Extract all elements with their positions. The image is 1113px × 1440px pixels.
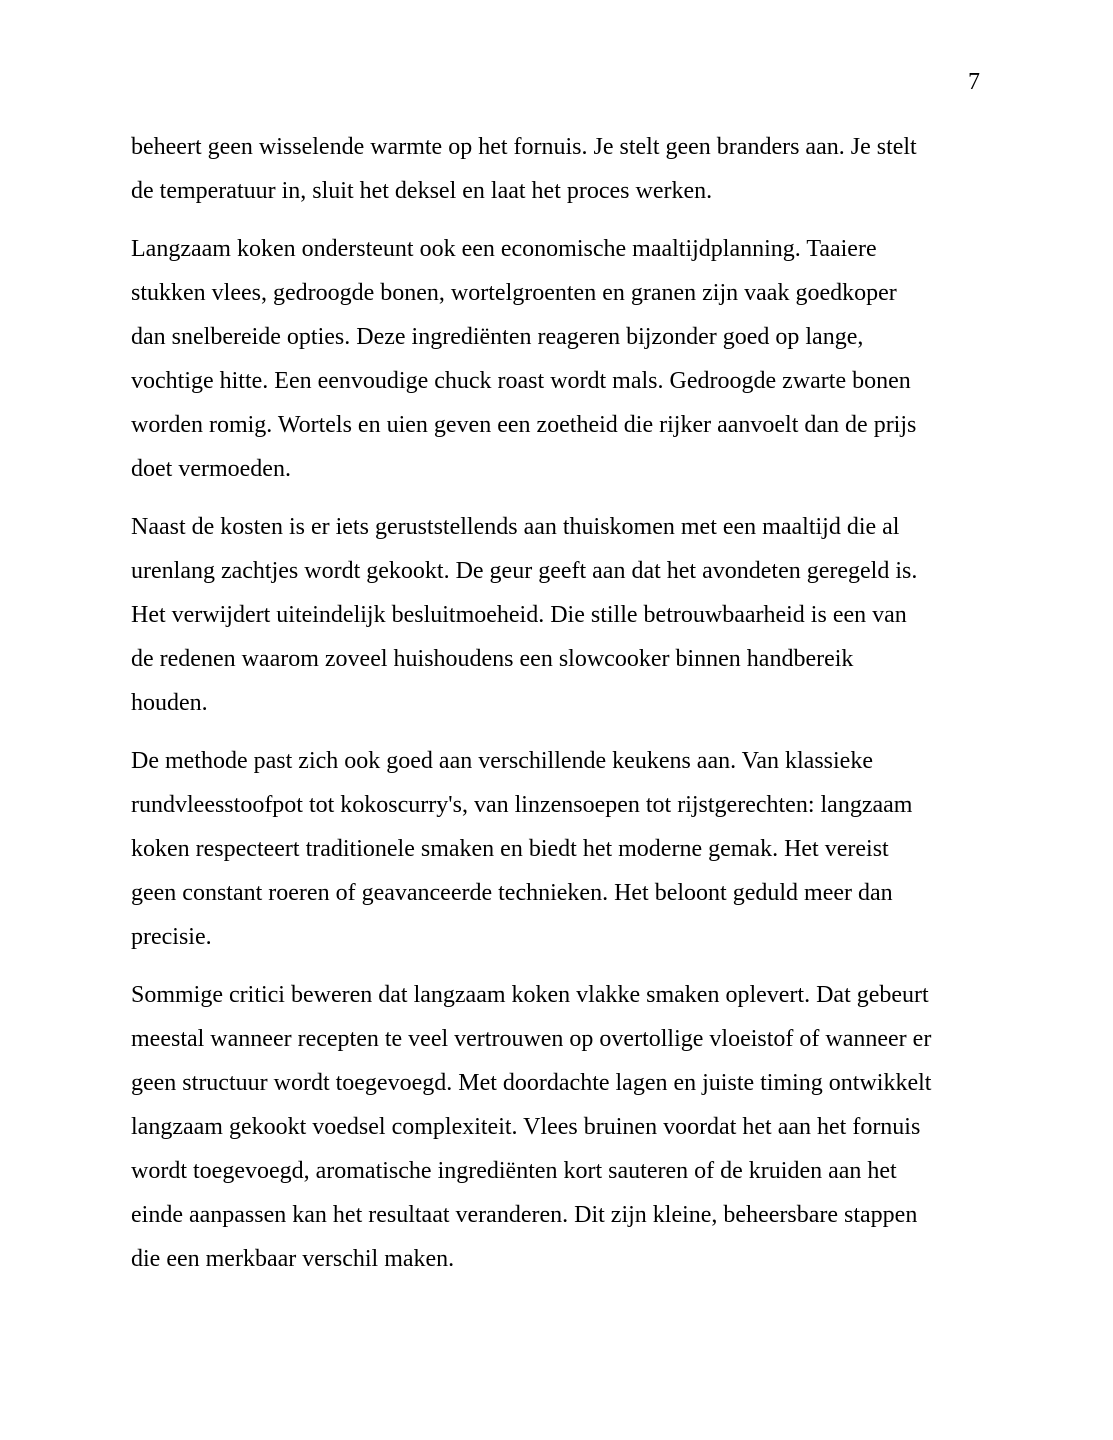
text-line: precisie. bbox=[131, 924, 212, 950]
text-line: doet vermoeden. bbox=[131, 456, 291, 482]
text-line: koken respecteert traditionele smaken en biedt het moderne gemak. Het vereist bbox=[131, 836, 889, 862]
text-line: stukken vlees, gedroogde bonen, wortelgroenten en granen zijn vaak goedkoper bbox=[131, 280, 897, 306]
text-line: de redenen waarom zoveel huishoudens een slowcooker binnen handbereik bbox=[131, 646, 854, 672]
text-line: die een merkbaar verschil maken. bbox=[131, 1246, 455, 1272]
paragraph-5 bbox=[131, 973, 984, 1281]
text-line: de temperatuur in, sluit het deksel en laat het proces werken. bbox=[131, 178, 713, 204]
text-line: einde aanpassen kan het resultaat veranderen. Dit zijn kleine, beheersbare stappen bbox=[131, 1202, 918, 1228]
text-line: houden. bbox=[131, 690, 208, 716]
text-line: geen structuur wordt toegevoegd. Met doordachte lagen en juiste timing ontwikkelt bbox=[131, 1070, 932, 1096]
paragraph-2 bbox=[131, 227, 984, 491]
paragraph-4 bbox=[131, 739, 984, 959]
body-text bbox=[131, 125, 984, 1295]
text-line: vochtige hitte. Een eenvoudige chuck roast wordt mals. Gedroogde zwarte bonen bbox=[131, 368, 911, 394]
text-line: Naast de kosten is er iets geruststellends aan thuiskomen met een maaltijd die al bbox=[131, 514, 900, 540]
text-line: dan snelbereide opties. Deze ingrediënten reageren bijzonder goed op lange, bbox=[131, 324, 864, 350]
text-line: worden romig. Wortels en uien geven een zoetheid die rijker aanvoelt dan de prijs bbox=[131, 412, 917, 438]
text-line: De methode past zich ook goed aan verschillende keukens aan. Van klassieke bbox=[131, 748, 873, 774]
page-number: 7 bbox=[968, 69, 980, 95]
text-line: beheert geen wisselende warmte op het fornuis. Je stelt geen branders aan. Je stelt bbox=[131, 134, 917, 160]
paragraph-3 bbox=[131, 505, 984, 725]
text-line: urenlang zachtjes wordt gekookt. De geur geeft aan dat het avondeten geregeld is. bbox=[131, 558, 918, 584]
text-line: Het verwijdert uiteindelijk besluitmoeheid. Die stille betrouwbaarheid is een van bbox=[131, 602, 907, 628]
text-line: langzaam gekookt voedsel complexiteit. Vlees bruinen voordat het aan het fornuis bbox=[131, 1114, 921, 1140]
text-line: Langzaam koken ondersteunt ook een economische maaltijdplanning. Taaiere bbox=[131, 236, 877, 262]
text-line: Sommige critici beweren dat langzaam koken vlakke smaken oplevert. Dat gebeurt bbox=[131, 982, 929, 1008]
paragraph-1 bbox=[131, 125, 984, 213]
text-line: geen constant roeren of geavanceerde technieken. Het beloont geduld meer dan bbox=[131, 880, 893, 906]
text-line: rundvleesstoofpot tot kokoscurry's, van linzensoepen tot rijstgerechten: langzaam bbox=[131, 792, 913, 818]
text-line: meestal wanneer recepten te veel vertrouwen op overtollige vloeistof of wanneer er bbox=[131, 1026, 932, 1052]
text-line: wordt toegevoegd, aromatische ingrediënten kort sauteren of de kruiden aan het bbox=[131, 1158, 897, 1184]
